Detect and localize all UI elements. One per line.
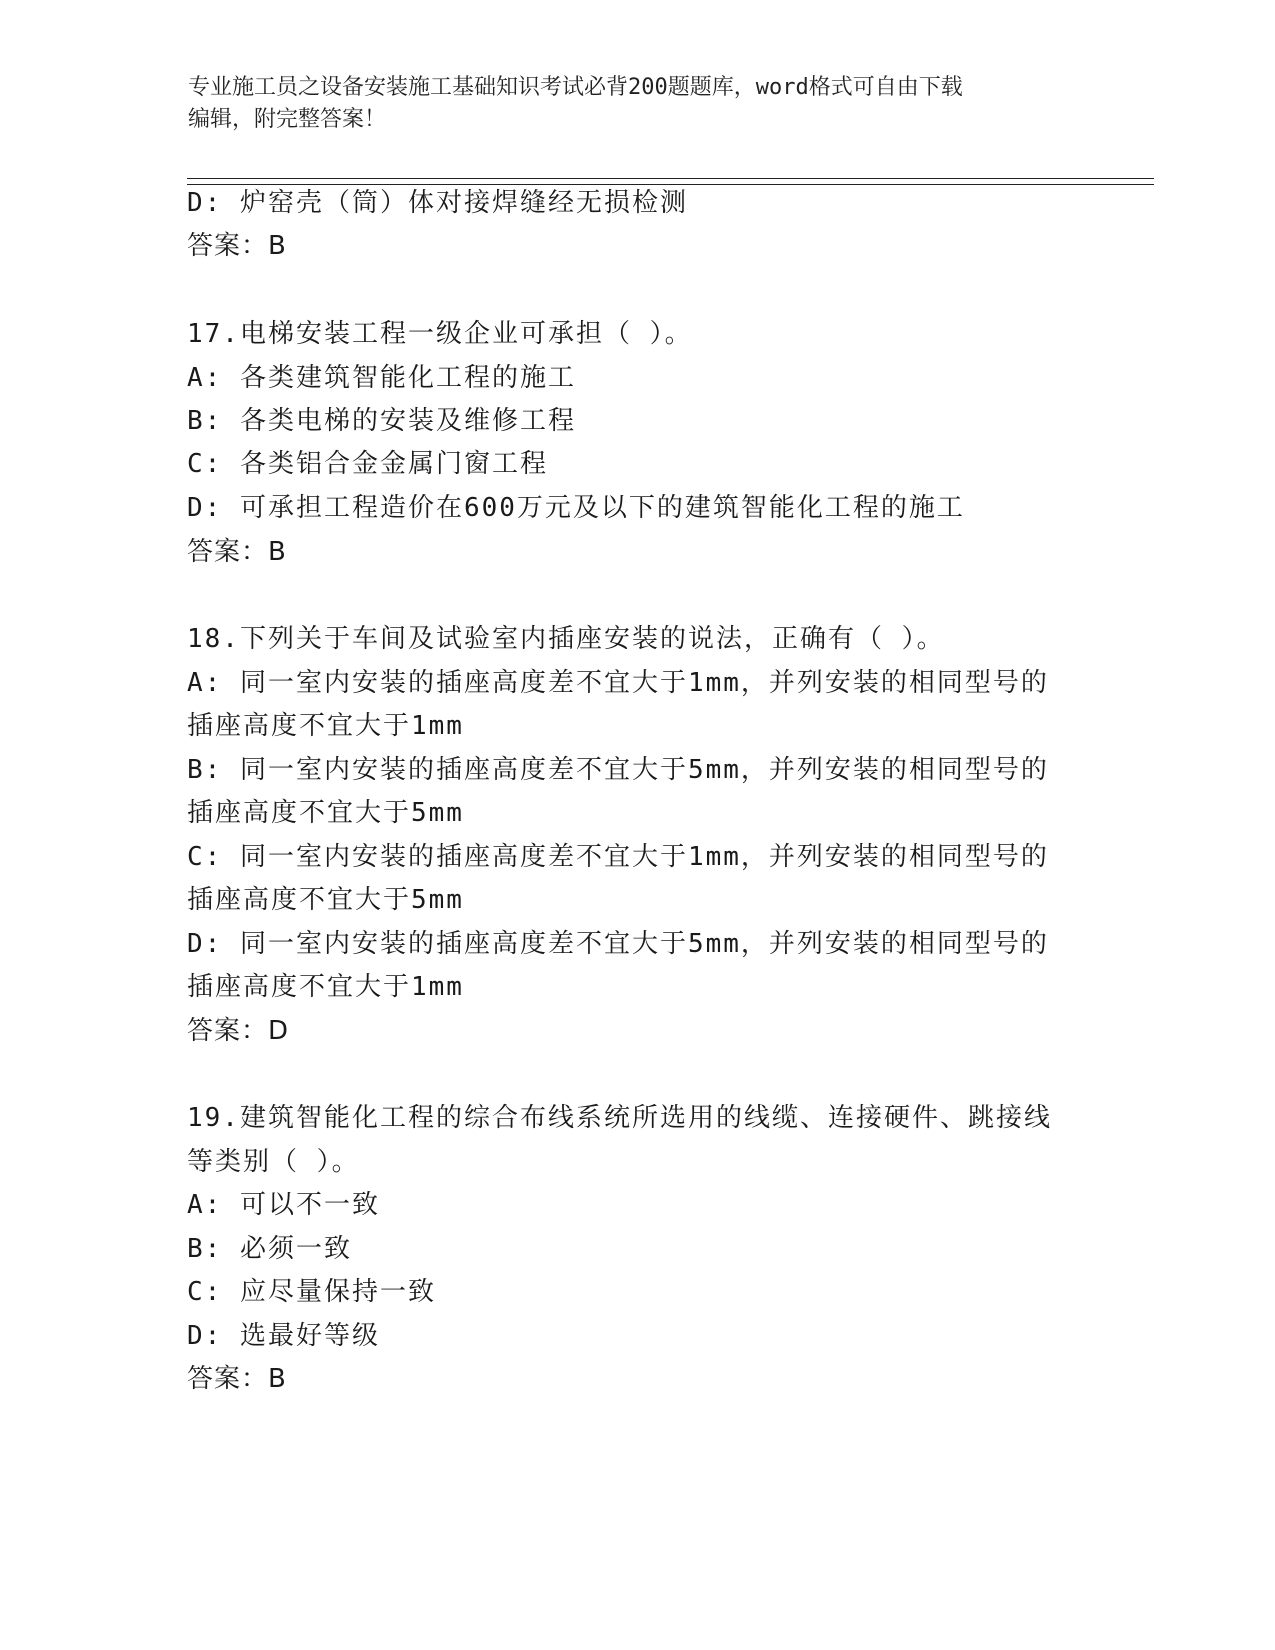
q18-option-c-line-2: 插座高度不宜大于5mm: [187, 885, 464, 915]
q19-answer: 答案：B: [187, 1364, 287, 1394]
q19-option-c: C: 应尽量保持一致: [187, 1277, 436, 1307]
q18-option-b-line-1: B: 同一室内安装的插座高度差不宜大于5mm，并列安装的相同型号的: [187, 755, 1049, 785]
header-divider-top: [187, 178, 1154, 179]
q17-answer: 答案：B: [187, 537, 287, 567]
q18-option-a-line-1: A: 同一室内安装的插座高度差不宜大于1mm，并列安装的相同型号的: [187, 668, 1049, 698]
document-header: [188, 72, 1088, 136]
q18-option-d-line-1: D: 同一室内安装的插座高度差不宜大于5mm，并列安装的相同型号的: [187, 929, 1049, 959]
q19-stem-line-1: 19.建筑智能化工程的综合布线系统所选用的线缆、连接硬件、跳接线: [187, 1103, 1052, 1133]
q17-stem: 17.电梯安装工程一级企业可承担（ ）。: [187, 319, 693, 349]
q18-option-b-line-2: 插座高度不宜大于5mm: [187, 798, 464, 828]
q19-option-a: A: 可以不一致: [187, 1190, 380, 1220]
q17-option-d: D: 可承担工程造价在600万元及以下的建筑智能化工程的施工: [187, 493, 965, 523]
q19-stem-line-2: 等类别（ ）。: [187, 1147, 360, 1177]
q16-option-d: D: 炉窑壳（筒）体对接焊缝经无损检测: [187, 188, 688, 218]
header-divider-bottom: [187, 184, 1154, 185]
q18-option-a-line-2: 插座高度不宜大于1mm: [187, 711, 464, 741]
q19-option-b: B: 必须一致: [187, 1234, 352, 1264]
q18-answer: 答案：D: [187, 1016, 290, 1046]
q19-option-d: D: 选最好等级: [187, 1321, 380, 1351]
q17-option-a: A: 各类建筑智能化工程的施工: [187, 363, 576, 393]
header-title-line-2: 编辑，附完整答案！: [188, 107, 387, 132]
q18-option-d-line-2: 插座高度不宜大于1mm: [187, 972, 464, 1002]
q17-option-b: B: 各类电梯的安装及维修工程: [187, 406, 576, 436]
q18-stem: 18.下列关于车间及试验室内插座安装的说法，正确有（ ）。: [187, 624, 945, 654]
header-title-line-1: 专业施工员之设备安装施工基础知识考试必背200题题库，word格式可自由下载: [188, 75, 963, 100]
q18-option-c-line-1: C: 同一室内安装的插座高度差不宜大于1mm，并列安装的相同型号的: [187, 842, 1049, 872]
q16-answer: 答案：B: [187, 231, 287, 261]
q17-option-c: C: 各类铝合金金属门窗工程: [187, 449, 548, 479]
